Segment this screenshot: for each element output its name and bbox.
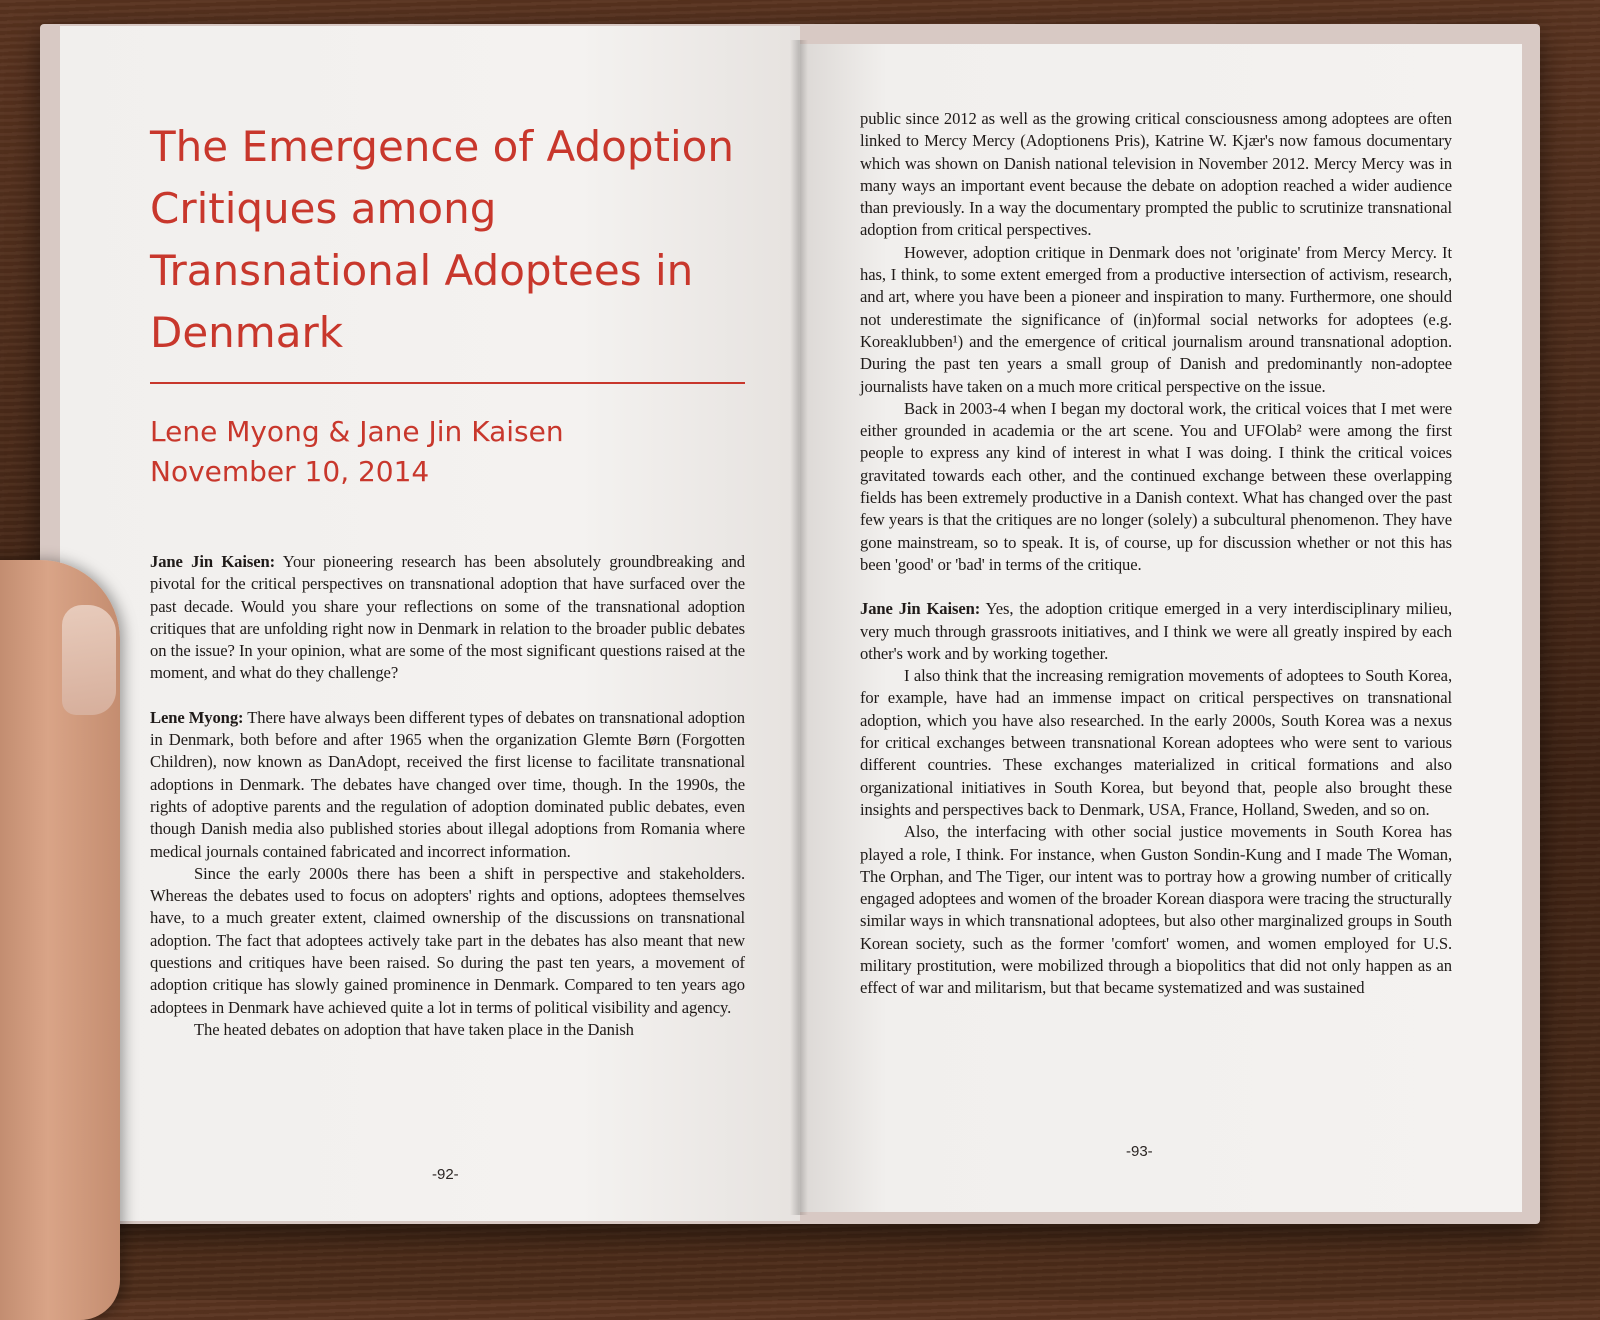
paragraph xyxy=(150,863,745,1019)
paragraph xyxy=(860,665,1452,821)
right-page xyxy=(800,44,1522,1212)
paragraph-text: Since the early 2000s there has been a shift in perspective and stakeholders. Whereas the debates used to focus on adopters' rights and options, adoptees themselves have, to a much greater extent, claimed ownership of the discussions on transnational adoption. The fact that adoptees actively take part in the debates has also meant that new questions and critiques have been raised. So during the past ten years, a movement of adoption critique has slowly gained prominence in Denmark. Compared to ten years ago adoptees in Denmark have achieved quite a lot in terms of political visibility and agency. xyxy=(150,863,745,1017)
paragraph-text: There have always been different types of debates on transnational adoption in Denmark, both before and after 1965 when the organization Glemte Børn (Forgotten Children), now known as DanAdopt, received the first license to facilitate transnational adoptions in Denmark. The debates have changed over time, though. In the 1990s, the rights of adoptive parents and the regulation of adoption dominated public debates, even though Danish media also published stories about illegal adoptions from Romania where medical journals contained fabricated and incorrect information. xyxy=(150,707,745,861)
article-date: November 10, 2014 xyxy=(150,455,430,488)
paragraph xyxy=(860,108,1452,242)
paragraph-text: Also, the interfacing with other social justice movements in South Korea has played a role, I think. For instance, when Guston Sondin-Kung and I made The Woman, The Orphan, and The Tiger, our intent was to portray how a growing number of critically engaged adoptees and women of the broader Korean diaspora were tracing the structurally similar ways in which transnational adoptees, but also other marginalized groups in South Korean society, such as the former 'comfort' women, and women employed for U.S. military prostitution, were mobilized through a biopolitics that did not only happen as an effect of war and militarism, but that became systematized and was sustained xyxy=(860,822,1452,998)
title-divider xyxy=(150,382,745,384)
left-page xyxy=(60,26,800,1221)
article-authors: Lene Myong & Jane Jin Kaisen xyxy=(150,415,564,448)
paragraph-text: I also think that the increasing remigration movements of adoptees to South Korea, for example, have had an immense impact on critical perspectives on transnational adoption, which you have also researched. In the early 2000s, South Korea was a nexus for critical exchanges between transnational Korean adoptees who were sent to various different countries. These exchanges materialized in critical formations and also organizational initiatives in South Korea, but beyond that, people also brought these insights and perspectives back to Denmark, USA, France, Holland, Sweden, and so on. xyxy=(860,666,1452,819)
paragraph xyxy=(150,551,745,685)
paragraph-text: Your pioneering research has been absolutely groundbreaking and pivotal for the critical perspectives on transnational adoption that have surfaced over the past decade. Would you share your reflections on some of the transnational adoption critiques that are unfolding right now in Denmark in relation to the broader public debates on the issue? In your opinion, what are some of the most significant questions raised at the moment, and what do they challenge? xyxy=(150,552,745,683)
speaker-label: Jane Jin Kaisen: xyxy=(150,552,276,571)
paragraph-text: Back in 2003-4 when I began my doctoral work, the critical voices that I met were either grounded in academia or the art scene. You and UFOlab² were among the first people to express any kind of interest in what I was doing. I think the critical voices gravitated towards each other, and the continued exchange between these overlapping fields has been extremely productive in a Danish context. What has changed over the past few years is that the critiques are no longer (solely) a subcultural phenomenon. They have gone mainstream, so to speak. It is, of course, up for discussion whether or not this has been 'good' or 'bad' in terms of the critique. xyxy=(860,398,1452,574)
paragraph xyxy=(860,598,1452,665)
page-number-right: -93- xyxy=(1126,1143,1153,1160)
paragraph-text: The heated debates on adoption that have taken place in the Danish xyxy=(194,1019,634,1039)
left-body-text xyxy=(150,551,745,1041)
speaker-label: Jane Jin Kaisen: xyxy=(860,599,981,619)
right-body-text xyxy=(860,108,1452,1000)
book-gutter xyxy=(790,40,808,1215)
page-number-left: -92- xyxy=(432,1166,459,1183)
paragraph xyxy=(860,398,1452,576)
paragraph-text: However, adoption critique in Denmark does not 'originate' from Mercy Mercy. It has, I think, to some extent emerged from a productive intersection of activism, research, and art, where you have been a pioneer and inspiration to many. Furthermore, one should not underestimate the significance of (in)formal social networks for adoptees (e.g. Koreaklubben¹) and the emergence of critical journalism around transnational adoption. During the past ten years a small group of Danish and predominantly non-adoptee journalists have taken on a much more critical perspective on the issue. xyxy=(860,242,1452,396)
paragraph xyxy=(860,821,1452,999)
paragraph xyxy=(150,707,745,863)
thumb-nail xyxy=(62,605,116,715)
paragraph-text: Yes, the adoption critique emerged in a very interdisciplinary milieu, very much through grassroots initiatives, and I think we were all greatly inspired by each other's work and by working together. xyxy=(860,599,1452,663)
paragraph xyxy=(860,242,1452,398)
article-title: The Emergence of Adoption Critiques among Transnational Adoptees in Denmark xyxy=(150,122,734,357)
paragraph xyxy=(150,1019,745,1041)
speaker-label: Lene Myong: xyxy=(150,707,244,727)
paragraph-text: public since 2012 as well as the growing critical consciousness among adoptees are often linked to Mercy Mercy (Adoptionens Pris), Katrine W. Kjær's now famous documentary which was shown on Danish national television in November 2012. Mercy Mercy was in many ways an important event because the debate on adoption reached a wider audience than previously. In a way the documentary prompted the public to scrutinize transnational adoption from critical perspectives. xyxy=(860,109,1452,240)
